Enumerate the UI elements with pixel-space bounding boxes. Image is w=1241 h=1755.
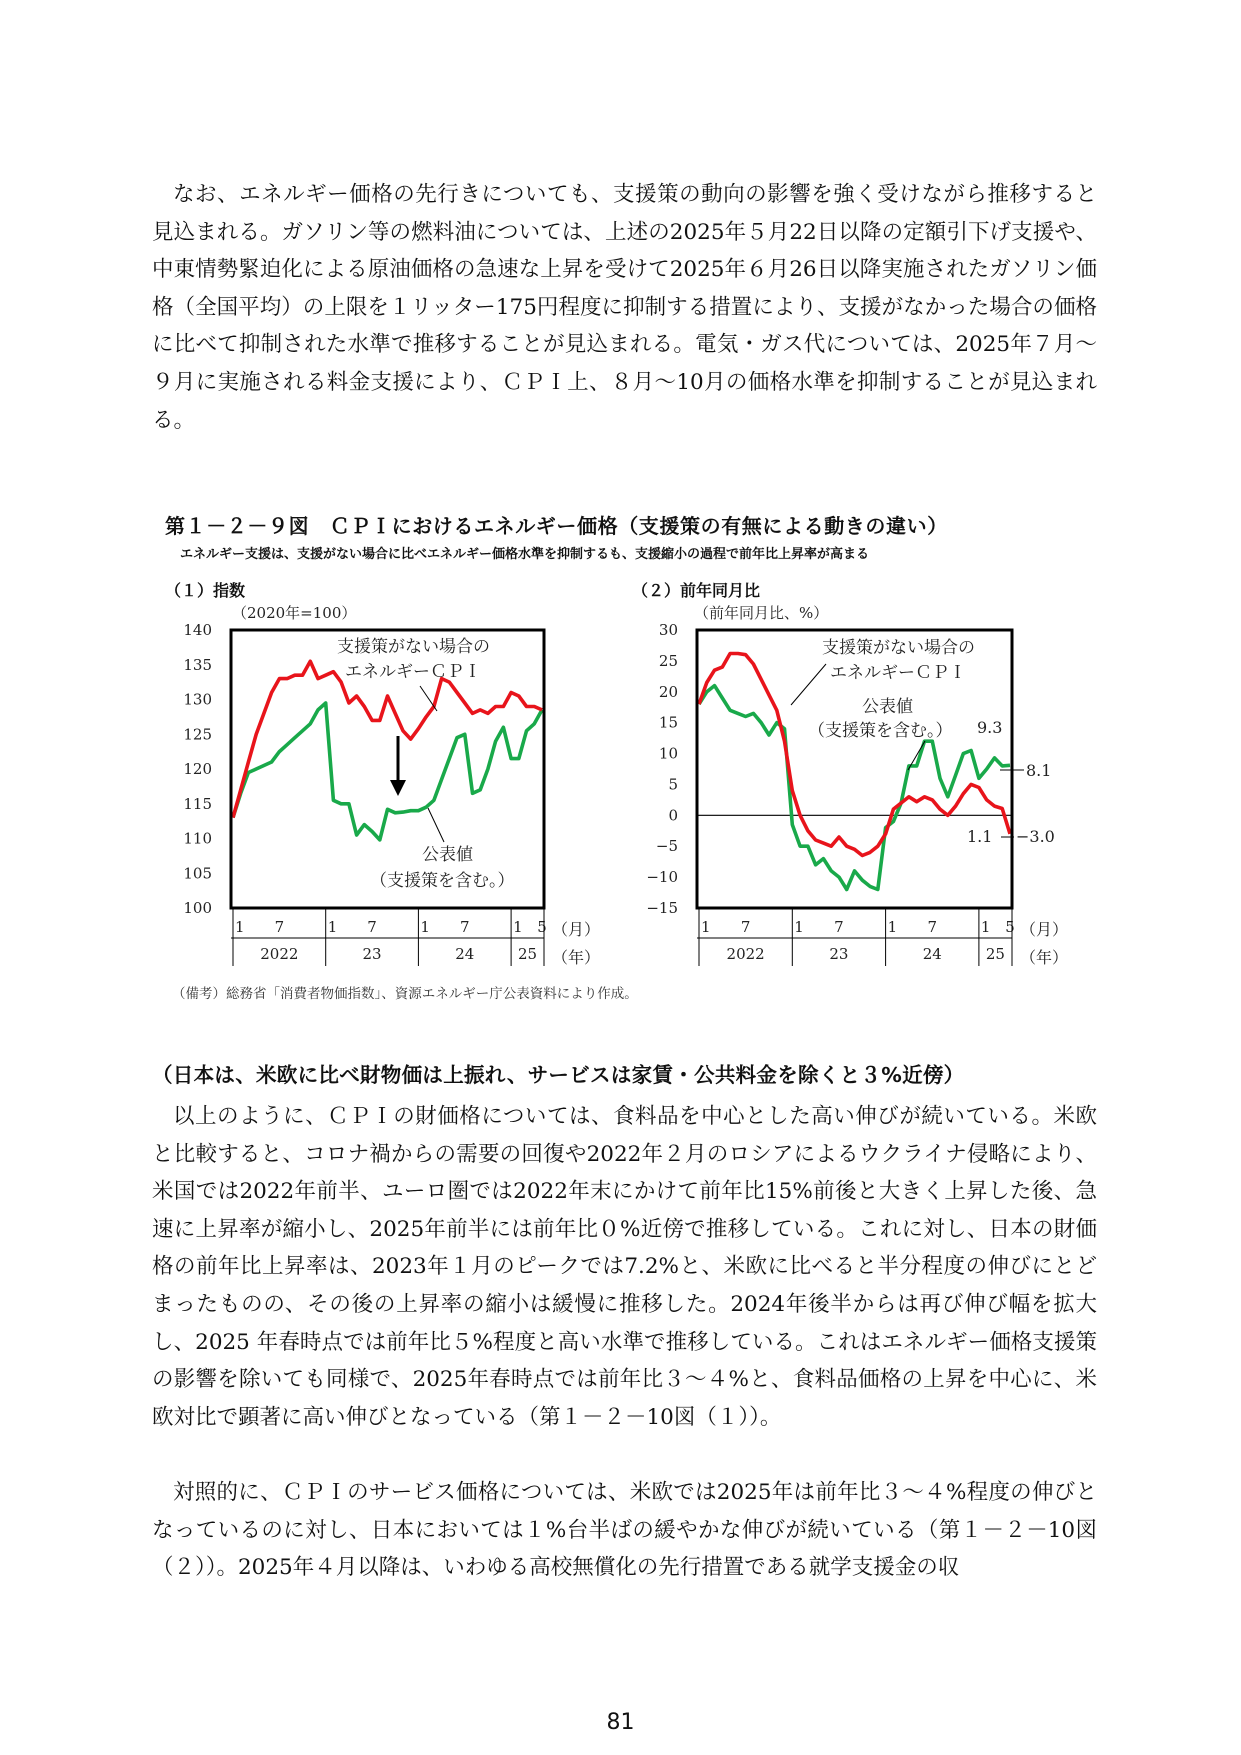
chart2-annot-no-support-1: 支援策がない場合の	[822, 638, 975, 658]
figure-title: 第１－２－９図 ＣＰＩにおけるエネルギー価格（支援策の有無による動きの違い）	[165, 514, 948, 538]
y-tick-label: 0	[668, 806, 678, 825]
x-month-tick: 7	[740, 918, 751, 936]
chart1-x-unit-year: （年）	[552, 948, 601, 967]
x-month-tick: 5	[1005, 918, 1015, 936]
y-tick-label: 125	[183, 725, 212, 744]
x-month-tick: 1	[701, 918, 711, 936]
chart2-label-1-1: 1.1	[967, 827, 993, 846]
page-number: 81	[606, 1710, 635, 1735]
y-tick-label: 100	[183, 899, 212, 917]
chart2-x-unit-year: （年）	[1020, 948, 1069, 967]
x-month-tick: 7	[367, 918, 377, 936]
chart1-x-unit-month: （月）	[552, 920, 601, 939]
y-tick-label: 120	[183, 760, 212, 778]
x-year-label: 24	[922, 945, 942, 963]
paragraph-energy-outlook: なお、エネルギー価格の先行きについても、支援策の動向の影響を強く受けながら推移すると見込まれる。ガソリン等の燃料油については、上述の2025年５月22日以降の定額引下げ支援や、中東情勢緊迫化による原油価格の急速な上昇を受けて2025年６月26日以降実施されたガソリン価格（全国平均）の上限を１リッター175円程度に抑制する措置により、支援がなかった場合の価格に比べて抑制された水準で推移することが見込まれる。電気・ガス代については、2025年７月～９月に実施される料金支援により、ＣＰＩ上、８月～10月の価格水準を抑制することが見込まれる。	[152, 182, 1097, 433]
chart2-annot-official-2: （支援策を含む。）	[808, 721, 953, 741]
paragraph-service-prices: 対照的に、ＣＰＩのサービス価格については、米欧では2025年は前年比３～４%程度の伸びとなっているのに対し、日本においては１%台半ばの緩やかな伸びが続いている（第１－２－10図（２））。2025年４月以降は、いわゆる高校無償化の先行措置である就学支援金の収	[152, 1480, 1097, 1581]
x-month-tick: 1	[420, 918, 430, 936]
y-tick-label: 140	[183, 621, 212, 639]
chart2-unit-label: （前年同月比、%）	[694, 604, 829, 622]
x-month-tick: 5	[537, 918, 547, 936]
figure-note: （備考）総務省「消費者物価指数」、資源エネルギー庁公表資料により作成。	[172, 986, 638, 1002]
y-tick-label: 25	[658, 651, 678, 670]
chart2-leader-no-support	[791, 664, 826, 705]
x-month-tick: 1	[235, 918, 245, 936]
chart2-label-9-3: 9.3	[977, 718, 1003, 737]
y-tick-label: −5	[655, 837, 678, 856]
x-month-tick: 1	[980, 918, 991, 936]
y-tick-label: 135	[183, 655, 212, 674]
x-year-label: 25	[518, 945, 538, 963]
panel-label-index: （１）指数	[165, 581, 246, 600]
chart1-annot-official-2: （支援策を含む。）	[370, 871, 515, 891]
x-month-tick: 1	[327, 918, 338, 936]
y-tick-label: −15	[646, 899, 678, 917]
x-year-label: 2022	[726, 945, 765, 963]
x-year-label: 24	[455, 945, 475, 963]
chart2-x-unit-month: （月）	[1020, 920, 1069, 939]
y-tick-label: 10	[658, 744, 678, 763]
y-tick-label: 30	[658, 621, 678, 639]
chart2-label-8-1: 8.1	[1026, 761, 1052, 780]
x-year-label: 25	[985, 945, 1005, 963]
paragraph-goods-prices: 以上のように、ＣＰＩの財価格については、食料品を中心とした高い伸びが続いている。米欧と比較すると、コロナ禍からの需要の回復や2022年２月のロシアによるウクライナ侵略により、米国では2022年前半、ユーロ圏では2022年末にかけて前年比15%前後と大きく上昇した後、急速に上昇率が縮小し、2025年前半には前年比０%近傍で推移している。これに対し、日本の財価格の前年比上昇率は、2023年１月のピークでは7.2%と、米欧に比べると半分程度の伸びにとどまったものの、その後の上昇率の縮小は緩慢に推移した。2024年後半からは再び伸び幅を拡大し、2025 年春時点では前年比５%程度と高い水準で推移している。これはエネルギー価格支援策の影響を除いても同様で、2025年春時点では前年比３～４%と、食料品価格の上昇を中心に、米欧対比で顕著に高い伸びとなっている（第１－２－10図（１））。	[152, 1104, 1097, 1430]
chart2-annot-no-support-2: エネルギーＣＰＩ	[830, 663, 966, 683]
y-tick-label: 5	[668, 775, 678, 794]
x-year-label: 23	[362, 945, 382, 963]
y-tick-label: 130	[183, 690, 212, 709]
y-tick-label: 110	[183, 829, 212, 848]
x-month-tick: 1	[513, 918, 523, 936]
series-line-official	[699, 686, 1010, 890]
x-month-tick: 1	[887, 918, 898, 936]
y-tick-label: 20	[658, 682, 678, 701]
chart2-annot-official-1: 公表値	[862, 697, 913, 717]
chart1-annot-no-support-2: エネルギーＣＰＩ	[345, 662, 481, 682]
x-year-label: 23	[829, 945, 849, 963]
y-tick-label: 115	[183, 794, 212, 813]
chart1-unit-label: （2020年=100）	[232, 604, 357, 622]
x-month-tick: 7	[834, 918, 844, 936]
figure-subtitle: エネルギー支援は、支援がない場合に比べエネルギー価格水準を抑制するも、支援縮小の過程で前年比上昇率が高まる	[180, 547, 870, 562]
y-tick-label: 105	[183, 864, 212, 883]
section-heading: （日本は、米欧に比べ財物価は上振れ、サービスは家賃・公共料金を除くと３%近傍）	[152, 1063, 965, 1087]
chart1-annot-no-support-1: 支援策がない場合の	[337, 637, 490, 657]
chart1-annot-official-1: 公表値	[422, 845, 473, 865]
x-month-tick: 1	[794, 918, 804, 936]
y-tick-label: 15	[658, 713, 678, 732]
x-month-tick: 7	[927, 918, 938, 936]
x-month-tick: 7	[274, 918, 285, 936]
x-year-label: 2022	[260, 945, 299, 963]
panel-label-yoy: （２）前年同月比	[632, 581, 761, 600]
x-month-tick: 7	[459, 918, 470, 936]
y-tick-label: −10	[646, 868, 678, 887]
chart2-label-m3-0: −3.0	[1016, 827, 1055, 846]
